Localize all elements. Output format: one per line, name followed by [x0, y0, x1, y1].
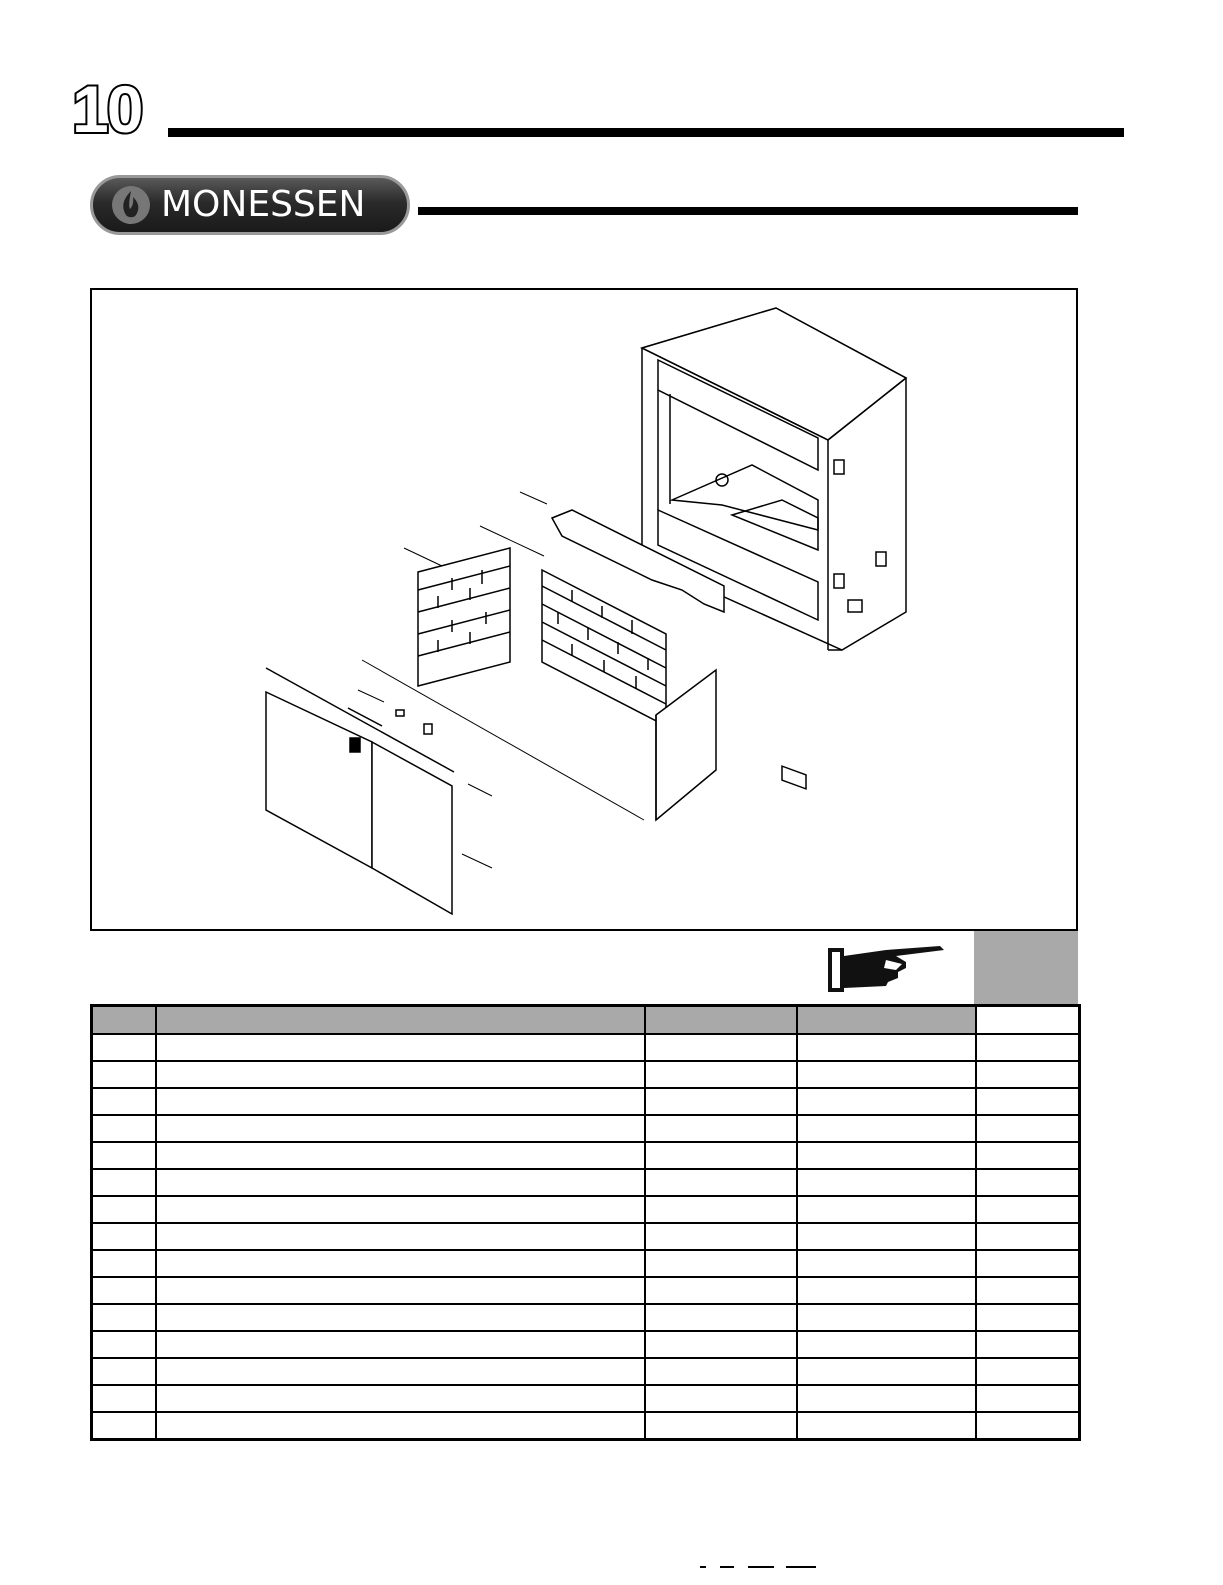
table-cell	[92, 1169, 156, 1196]
col-header-part-number	[645, 1006, 797, 1035]
table-row	[92, 1169, 1080, 1196]
table-row	[92, 1115, 1080, 1142]
table-cell	[156, 1304, 645, 1331]
table-row	[92, 1034, 1080, 1061]
table-row	[92, 1358, 1080, 1385]
table-cell	[645, 1088, 797, 1115]
table-cell	[92, 1304, 156, 1331]
table-cell	[92, 1412, 156, 1440]
page-number: 10	[72, 72, 142, 146]
table-cell	[645, 1115, 797, 1142]
table-cell	[645, 1196, 797, 1223]
table-cell	[645, 1250, 797, 1277]
table-cell	[92, 1277, 156, 1304]
table-cell	[156, 1358, 645, 1385]
table-cell	[797, 1088, 976, 1115]
table-cell	[645, 1412, 797, 1440]
table-cell	[797, 1331, 976, 1358]
table-row	[92, 1250, 1080, 1277]
table-cell	[92, 1385, 156, 1412]
table-cell	[156, 1088, 645, 1115]
col-header-model	[797, 1006, 976, 1035]
table-cell	[797, 1115, 976, 1142]
table-row	[92, 1304, 1080, 1331]
table-cell	[797, 1385, 976, 1412]
table-cell	[976, 1142, 1080, 1169]
table-cell	[645, 1061, 797, 1088]
table-cell	[156, 1223, 645, 1250]
table-cell	[797, 1358, 976, 1385]
flame-logo-icon	[111, 185, 151, 225]
table-cell	[645, 1277, 797, 1304]
table-cell	[156, 1034, 645, 1061]
table-cell	[92, 1250, 156, 1277]
table-cell	[976, 1223, 1080, 1250]
table-cell	[92, 1331, 156, 1358]
table-cell	[976, 1277, 1080, 1304]
table-cell	[797, 1142, 976, 1169]
table-cell	[156, 1385, 645, 1412]
table-cell	[976, 1385, 1080, 1412]
footer-marks	[700, 1564, 820, 1570]
table-cell	[976, 1412, 1080, 1440]
table-row	[92, 1196, 1080, 1223]
table-cell	[797, 1034, 976, 1061]
header-rule	[168, 128, 1124, 137]
table-cell	[92, 1088, 156, 1115]
table-cell	[156, 1196, 645, 1223]
table-cell	[92, 1034, 156, 1061]
col-header-item	[92, 1006, 156, 1035]
table-cell	[156, 1115, 645, 1142]
table-cell	[156, 1412, 645, 1440]
table-cell	[645, 1304, 797, 1331]
table-cell	[797, 1304, 976, 1331]
table-cell	[156, 1250, 645, 1277]
table-cell	[92, 1358, 156, 1385]
table-cell	[976, 1304, 1080, 1331]
parts-table	[90, 1004, 1081, 1441]
table-cell	[645, 1385, 797, 1412]
table-row	[92, 1412, 1080, 1440]
col-header-description	[156, 1006, 645, 1035]
table-cell	[797, 1412, 976, 1440]
table-cell	[797, 1169, 976, 1196]
table-cell	[976, 1034, 1080, 1061]
glass-door-panels	[266, 668, 454, 914]
side-brick-panel	[418, 548, 510, 686]
table-cell	[797, 1250, 976, 1277]
table-cell	[156, 1142, 645, 1169]
brand-rule	[418, 207, 1078, 215]
exploded-view-figure	[90, 288, 1078, 931]
table-cell	[976, 1088, 1080, 1115]
table-cell	[645, 1034, 797, 1061]
table-row	[92, 1385, 1080, 1412]
table-row	[92, 1277, 1080, 1304]
pointing-hand-icon	[826, 938, 946, 1000]
table-cell	[645, 1169, 797, 1196]
table-cell	[92, 1115, 156, 1142]
table-cell	[645, 1142, 797, 1169]
table-cell	[976, 1250, 1080, 1277]
table-cell	[976, 1115, 1080, 1142]
table-cell	[976, 1169, 1080, 1196]
table-row	[92, 1331, 1080, 1358]
table-cell	[976, 1061, 1080, 1088]
brand-logo	[90, 175, 410, 235]
back-brick-panel	[542, 570, 666, 726]
table-row	[92, 1088, 1080, 1115]
table-cell	[797, 1223, 976, 1250]
table-cell	[92, 1223, 156, 1250]
table-cell	[797, 1061, 976, 1088]
table-cell	[92, 1142, 156, 1169]
table-cell	[92, 1061, 156, 1088]
table-cell	[156, 1169, 645, 1196]
table-cell	[797, 1196, 976, 1223]
table-cell	[92, 1196, 156, 1223]
table-cell	[645, 1331, 797, 1358]
table-row	[92, 1061, 1080, 1088]
table-cell	[976, 1331, 1080, 1358]
table-row	[92, 1142, 1080, 1169]
table-cell	[156, 1061, 645, 1088]
col-header-extra	[976, 1006, 1080, 1035]
table-cell	[645, 1358, 797, 1385]
table-cell	[645, 1223, 797, 1250]
table-header-row	[92, 1006, 1080, 1035]
table-row	[92, 1223, 1080, 1250]
fireplace-exploded-view-diagram	[92, 290, 1076, 929]
table-cell	[156, 1277, 645, 1304]
table-cell	[976, 1358, 1080, 1385]
brand-name: MONESSEN	[161, 184, 366, 225]
table-cell	[156, 1331, 645, 1358]
table-cell	[976, 1196, 1080, 1223]
table-cell	[797, 1277, 976, 1304]
